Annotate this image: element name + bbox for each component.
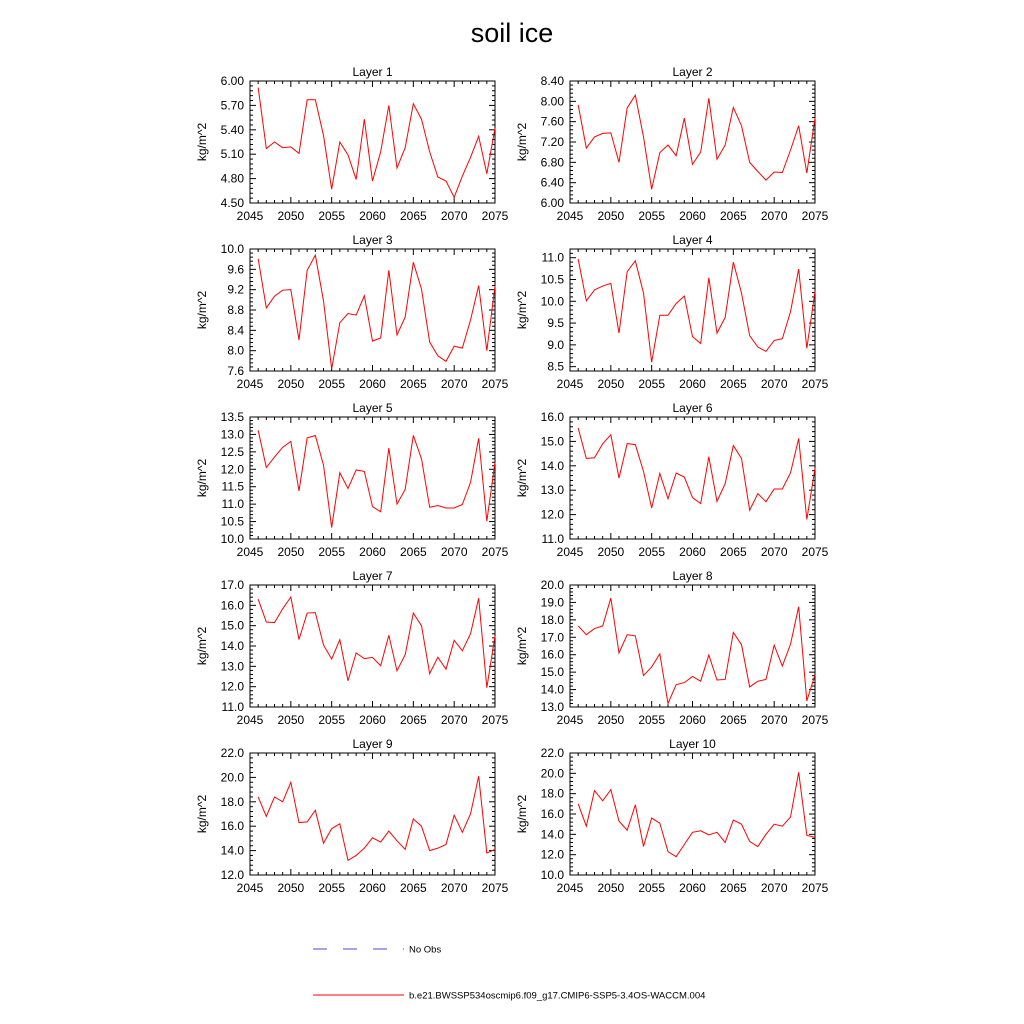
x-tick-label: 2045 <box>236 377 264 391</box>
x-tick-label: 2065 <box>719 713 747 727</box>
y-tick-label: 11.0 <box>221 497 244 512</box>
x-tick-label: 2065 <box>399 713 427 727</box>
x-tick-label: 2055 <box>638 881 666 895</box>
y-axis-label: kg/m^2 <box>515 794 529 834</box>
y-tick-label: 16.0 <box>540 410 564 424</box>
x-tick-label: 2060 <box>359 713 386 727</box>
x-tick-label: 2060 <box>359 881 386 895</box>
y-axis-label: kg/m^2 <box>195 794 209 834</box>
x-tick-label: 2065 <box>719 377 747 391</box>
x-tick-label: 2075 <box>481 209 509 223</box>
y-axis-label: kg/m^2 <box>515 122 529 162</box>
y-tick-label: 20.0 <box>540 578 564 592</box>
y-tick-label: 12.0 <box>220 868 244 882</box>
x-tick-label: 2070 <box>440 713 468 727</box>
y-tick-label: 13.5 <box>220 410 244 424</box>
x-tick-label: 2060 <box>679 713 706 727</box>
y-tick-label: 8.00 <box>540 94 564 109</box>
x-tick-label: 2050 <box>597 545 625 559</box>
y-tick-label: 20.0 <box>220 770 244 785</box>
y-tick-label: 22.0 <box>220 746 244 760</box>
y-tick-label: 16.0 <box>220 598 244 613</box>
x-tick-label: 2070 <box>440 209 468 223</box>
x-tick-label: 2065 <box>399 545 427 559</box>
y-tick-label: 17.0 <box>540 630 564 645</box>
x-tick-label: 2050 <box>277 713 305 727</box>
y-tick-label: 16.0 <box>540 807 564 821</box>
y-tick-label: 14.0 <box>540 682 564 697</box>
y-tick-label: 4.50 <box>220 196 244 210</box>
panel-title: Layer 8 <box>672 569 713 583</box>
x-tick-label: 2075 <box>801 545 829 559</box>
y-tick-label: 16.0 <box>220 819 244 834</box>
y-tick-label: 5.70 <box>220 98 244 113</box>
x-tick-label: 2065 <box>719 209 747 223</box>
y-tick-label: 11.0 <box>541 250 564 265</box>
x-tick-label: 2050 <box>597 377 625 391</box>
legend-model-label: b.e21.BWSSP534oscmip6.f09_g17.CMIP6-SSP5-3.4OS-WACCM.004 <box>409 990 706 1002</box>
legend-obs-label: No Obs <box>409 944 442 956</box>
x-tick-label: 2055 <box>318 209 346 223</box>
y-tick-label: 14.0 <box>540 458 564 473</box>
y-tick-label: 6.00 <box>220 74 244 88</box>
y-tick-label: 9.0 <box>547 337 564 352</box>
x-tick-label: 2055 <box>318 545 346 559</box>
x-tick-label: 2045 <box>556 545 584 559</box>
y-axis-label: kg/m^2 <box>515 290 529 330</box>
x-tick-label: 2055 <box>638 377 666 391</box>
panel-title: Layer 3 <box>352 233 393 247</box>
x-tick-label: 2065 <box>399 881 427 895</box>
y-tick-label: 8.0 <box>227 343 244 358</box>
y-tick-label: 7.60 <box>540 114 564 129</box>
y-tick-label: 14.0 <box>220 639 244 653</box>
y-tick-label: 19.0 <box>540 595 564 610</box>
x-tick-label: 2070 <box>440 377 468 391</box>
x-tick-label: 2045 <box>236 713 264 727</box>
panel-title: Layer 2 <box>672 65 713 79</box>
y-tick-label: 18.0 <box>540 612 564 627</box>
x-tick-label: 2055 <box>638 545 666 559</box>
y-tick-label: 11.0 <box>541 532 564 546</box>
panel-title: Layer 4 <box>672 233 713 247</box>
x-tick-label: 2045 <box>236 209 264 223</box>
y-axis-label: kg/m^2 <box>195 626 209 666</box>
x-tick-label: 2055 <box>318 377 346 391</box>
y-tick-label: 6.40 <box>540 175 564 190</box>
panel-title: Layer 5 <box>352 401 393 415</box>
y-tick-label: 10.5 <box>540 272 564 287</box>
x-tick-label: 2065 <box>399 209 427 223</box>
y-tick-label: 10.5 <box>220 514 244 529</box>
y-tick-label: 15.0 <box>540 434 564 449</box>
x-tick-label: 2070 <box>760 209 788 223</box>
x-tick-label: 2050 <box>277 377 305 391</box>
y-tick-label: 5.10 <box>220 147 244 162</box>
y-tick-label: 8.4 <box>227 323 244 338</box>
y-tick-label: 18.0 <box>220 794 244 809</box>
x-tick-label: 2055 <box>318 713 346 727</box>
y-tick-label: 20.0 <box>540 766 564 781</box>
y-tick-label: 13.0 <box>220 427 244 442</box>
y-tick-label: 12.0 <box>540 507 564 522</box>
x-tick-label: 2070 <box>760 713 788 727</box>
y-tick-label: 10.0 <box>540 868 564 882</box>
x-tick-label: 2060 <box>679 881 706 895</box>
x-tick-label: 2055 <box>318 881 346 895</box>
x-tick-label: 2045 <box>236 881 264 895</box>
x-tick-label: 2075 <box>801 377 829 391</box>
x-tick-label: 2075 <box>481 713 509 727</box>
x-tick-label: 2060 <box>679 545 706 559</box>
y-tick-label: 9.6 <box>227 262 244 277</box>
y-tick-label: 10.0 <box>220 532 244 546</box>
y-tick-label: 22.0 <box>540 746 564 760</box>
y-tick-label: 6.00 <box>540 196 564 210</box>
y-tick-label: 4.80 <box>220 171 244 186</box>
y-tick-label: 7.6 <box>227 364 244 378</box>
y-tick-label: 13.0 <box>540 483 564 498</box>
y-tick-label: 12.0 <box>220 679 244 694</box>
x-tick-label: 2060 <box>359 545 386 559</box>
x-tick-label: 2050 <box>277 545 305 559</box>
y-tick-label: 17.0 <box>220 578 244 592</box>
panel-title: Layer 7 <box>352 569 393 583</box>
y-tick-label: 12.5 <box>220 444 244 459</box>
x-tick-label: 2075 <box>481 881 509 895</box>
x-tick-label: 2050 <box>597 713 625 727</box>
panel-title: Layer 9 <box>352 737 393 751</box>
figure-title: soil ice <box>470 18 554 48</box>
x-tick-label: 2060 <box>679 209 706 223</box>
x-tick-label: 2070 <box>760 545 788 559</box>
y-tick-label: 10.0 <box>220 242 244 256</box>
panel-title: Layer 10 <box>669 737 716 751</box>
y-tick-label: 15.0 <box>220 618 244 633</box>
x-tick-label: 2070 <box>760 881 788 895</box>
y-axis-label: kg/m^2 <box>515 626 529 666</box>
x-tick-label: 2075 <box>801 713 829 727</box>
x-tick-label: 2055 <box>638 713 666 727</box>
y-axis-label: kg/m^2 <box>195 122 209 162</box>
y-tick-label: 8.5 <box>547 359 564 374</box>
x-tick-label: 2075 <box>481 377 509 391</box>
x-tick-label: 2045 <box>556 713 584 727</box>
x-tick-label: 2070 <box>760 377 788 391</box>
x-tick-label: 2070 <box>440 545 468 559</box>
y-tick-label: 11.0 <box>221 700 244 714</box>
y-tick-label: 14.0 <box>540 827 564 842</box>
y-tick-label: 14.0 <box>220 843 244 858</box>
y-axis-label: kg/m^2 <box>195 458 209 498</box>
x-tick-label: 2070 <box>440 881 468 895</box>
x-tick-label: 2060 <box>679 377 706 391</box>
x-tick-label: 2065 <box>719 545 747 559</box>
x-tick-label: 2055 <box>638 209 666 223</box>
x-tick-label: 2050 <box>277 881 305 895</box>
x-tick-label: 2045 <box>556 881 584 895</box>
y-tick-label: 6.80 <box>540 155 564 170</box>
y-tick-label: 8.40 <box>540 74 564 88</box>
y-tick-label: 12.0 <box>220 462 244 477</box>
y-tick-label: 8.8 <box>227 303 244 317</box>
x-tick-label: 2045 <box>556 209 584 223</box>
y-tick-label: 9.5 <box>547 316 564 331</box>
y-tick-label: 10.0 <box>540 294 564 309</box>
panel-title: Layer 1 <box>352 65 393 79</box>
x-tick-label: 2050 <box>277 209 305 223</box>
y-axis-label: kg/m^2 <box>515 458 529 498</box>
y-tick-label: 12.0 <box>540 847 564 862</box>
x-tick-label: 2065 <box>719 881 747 895</box>
y-tick-label: 16.0 <box>540 647 564 662</box>
x-tick-label: 2050 <box>597 881 625 895</box>
x-tick-label: 2050 <box>597 209 625 223</box>
y-tick-label: 13.0 <box>540 700 564 714</box>
y-tick-label: 11.5 <box>221 479 244 494</box>
y-tick-label: 7.20 <box>540 135 564 149</box>
x-tick-label: 2075 <box>801 209 829 223</box>
y-tick-label: 5.40 <box>220 122 244 137</box>
panel-title: Layer 6 <box>672 401 713 415</box>
y-axis-label: kg/m^2 <box>195 290 209 330</box>
x-tick-label: 2060 <box>359 209 386 223</box>
x-tick-label: 2045 <box>236 545 264 559</box>
x-tick-label: 2065 <box>399 377 427 391</box>
y-tick-label: 15.0 <box>540 665 564 680</box>
y-tick-label: 13.0 <box>220 659 244 674</box>
x-tick-label: 2075 <box>481 545 509 559</box>
x-tick-label: 2060 <box>359 377 386 391</box>
x-tick-label: 2075 <box>801 881 829 895</box>
y-tick-label: 18.0 <box>540 786 564 801</box>
y-tick-label: 9.2 <box>227 282 244 297</box>
x-tick-label: 2045 <box>556 377 584 391</box>
